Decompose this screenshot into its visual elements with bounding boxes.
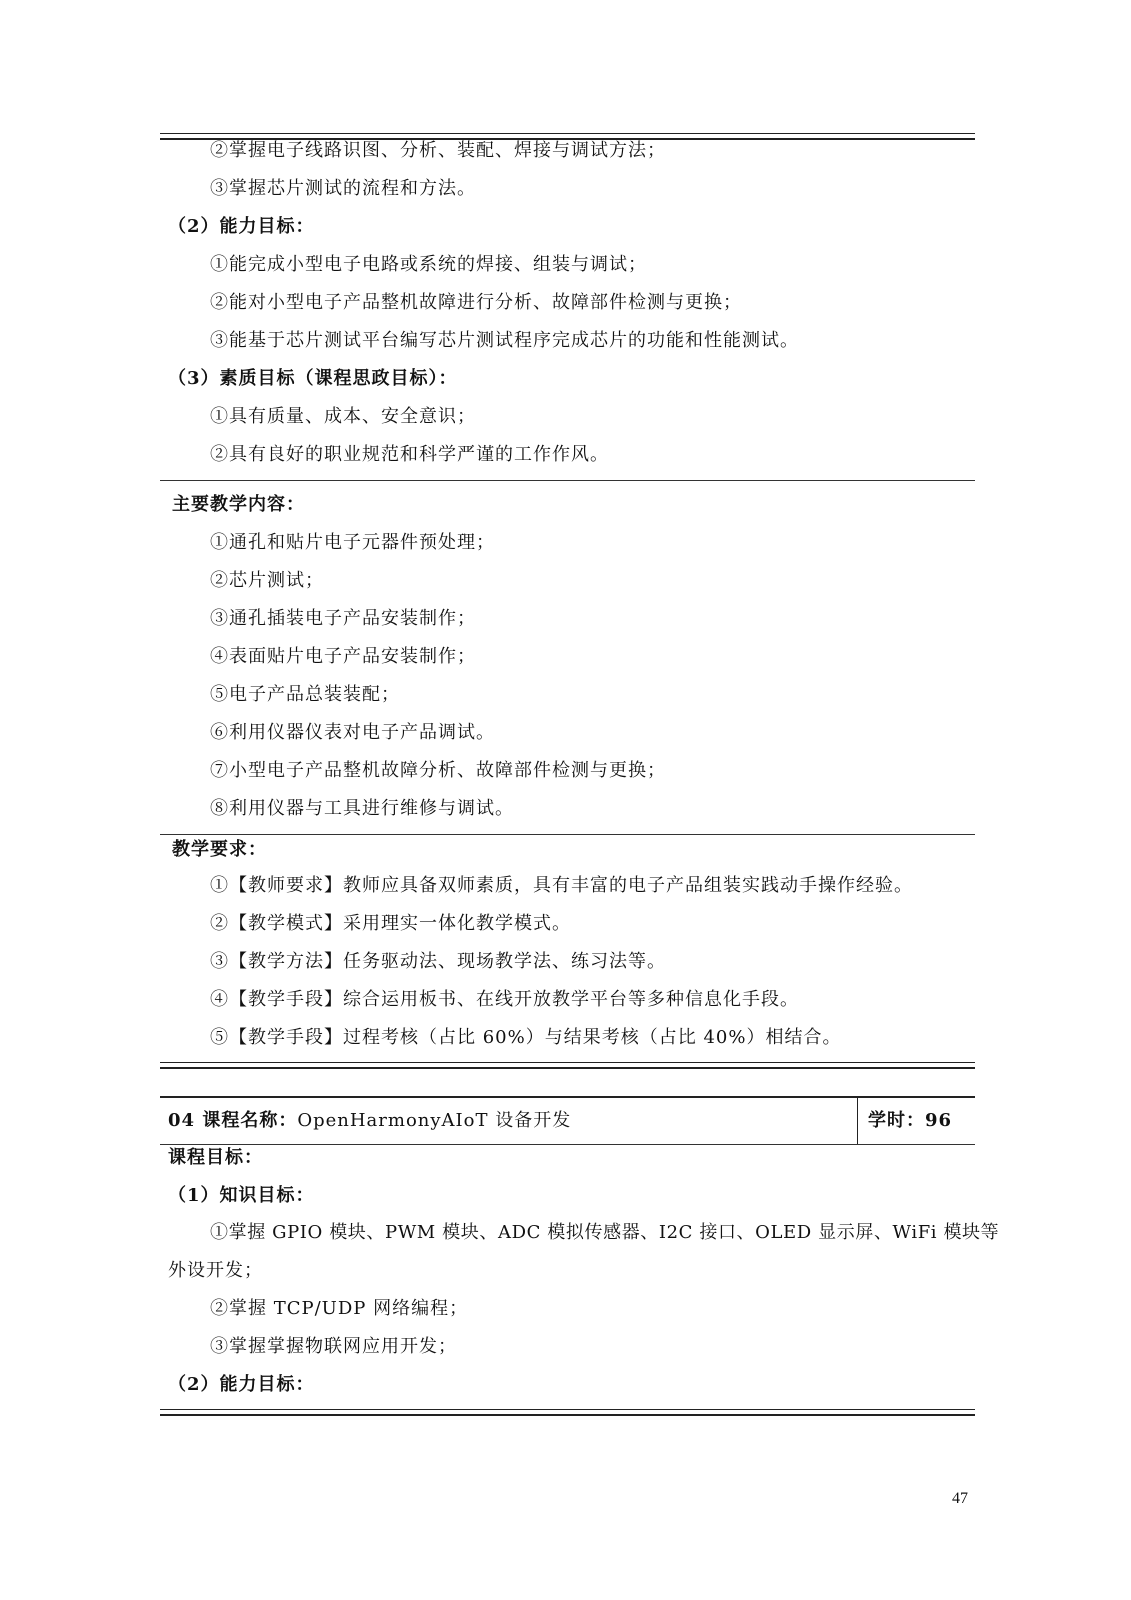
requirement-item: ②【教学模式】采用理实一体化教学模式。 [210, 913, 571, 934]
requirement-item: ③【教学方法】任务驱动法、现场教学法、练习法等。 [210, 951, 666, 972]
content-item: ⑤电子产品总装装配； [210, 684, 400, 705]
bottom-double-rule [160, 1409, 975, 1416]
course04-hours: 学时：96 [868, 1110, 953, 1131]
course04-knowledge-item-1-cont: 外设开发； [168, 1260, 263, 1281]
ability-item-3: ③能基于芯片测试平台编写芯片测试程序完成芯片的功能和性能测试。 [210, 330, 799, 351]
course04-top-rule [160, 1096, 975, 1098]
ability-title: （2）能力目标： [168, 216, 315, 237]
requirements-title: 教学要求： [172, 839, 267, 860]
ability-item-1: ①能完成小型电子电路或系统的焊接、组装与调试； [210, 254, 647, 275]
course04-knowledge-item-3: ③掌握掌握物联网应用开发； [210, 1336, 457, 1357]
ability-item-2: ②能对小型电子产品整机故障进行分析、故障部件检测与更换； [210, 292, 742, 313]
course04-header-rule [160, 1144, 975, 1145]
knowledge-item-3: ③掌握芯片测试的流程和方法。 [210, 178, 476, 199]
course04-title [168, 1109, 571, 1133]
content-title: 主要教学内容： [172, 494, 305, 515]
quality-item-2: ②具有良好的职业规范和科学严谨的工作作风。 [210, 444, 609, 465]
section-divider [160, 480, 975, 481]
content-item: ①通孔和贴片电子元器件预处理； [210, 532, 495, 553]
requirement-item: ④【教学手段】综合运用板书、在线开放教学平台等多种信息化手段。 [210, 989, 799, 1010]
course04-knowledge-title: （1）知识目标： [168, 1185, 315, 1206]
quality-title: （3）素质目标（课程思政目标）： [168, 368, 458, 389]
table-end-double-rule [160, 1062, 975, 1069]
course04-name-label: 04 课程名称： [168, 1110, 298, 1131]
content-item: ②芯片测试； [210, 570, 324, 591]
content-item: ③通孔插装电子产品安装制作； [210, 608, 476, 629]
content-item: ⑧利用仪器与工具进行维修与调试。 [210, 798, 514, 819]
course04-name-value: OpenHarmonyAIoT 设备开发 [297, 1110, 572, 1131]
content-item: ⑥利用仪器仪表对电子产品调试。 [210, 722, 495, 743]
section-divider [160, 834, 975, 835]
requirement-item: ①【教师要求】教师应具备双师素质，具有丰富的电子产品组装实践动手操作经验。 [210, 875, 913, 896]
content-item: ⑦小型电子产品整机故障分析、故障部件检测与更换； [210, 760, 666, 781]
course04-knowledge-item-1: ①掌握 GPIO 模块、PWM 模块、ADC 模拟传感器、I2C 接口、OLED 显示屏、WiFi 模块等 [210, 1222, 1000, 1243]
course04-ability-title: （2）能力目标： [168, 1374, 315, 1395]
course04-goals-title: 课程目标： [168, 1147, 263, 1168]
course04-hours-divider [857, 1096, 858, 1144]
page-number: 47 [952, 1490, 968, 1507]
content-item: ④表面贴片电子产品安装制作； [210, 646, 476, 667]
requirement-item: ⑤【教学手段】过程考核（占比 60%）与结果考核（占比 40%）相结合。 [210, 1027, 842, 1048]
quality-item-1: ①具有质量、成本、安全意识； [210, 406, 476, 427]
knowledge-item-2: ②掌握电子线路识图、分析、装配、焊接与调试方法； [210, 140, 666, 161]
course04-knowledge-item-2: ②掌握 TCP/UDP 网络编程； [210, 1298, 469, 1319]
